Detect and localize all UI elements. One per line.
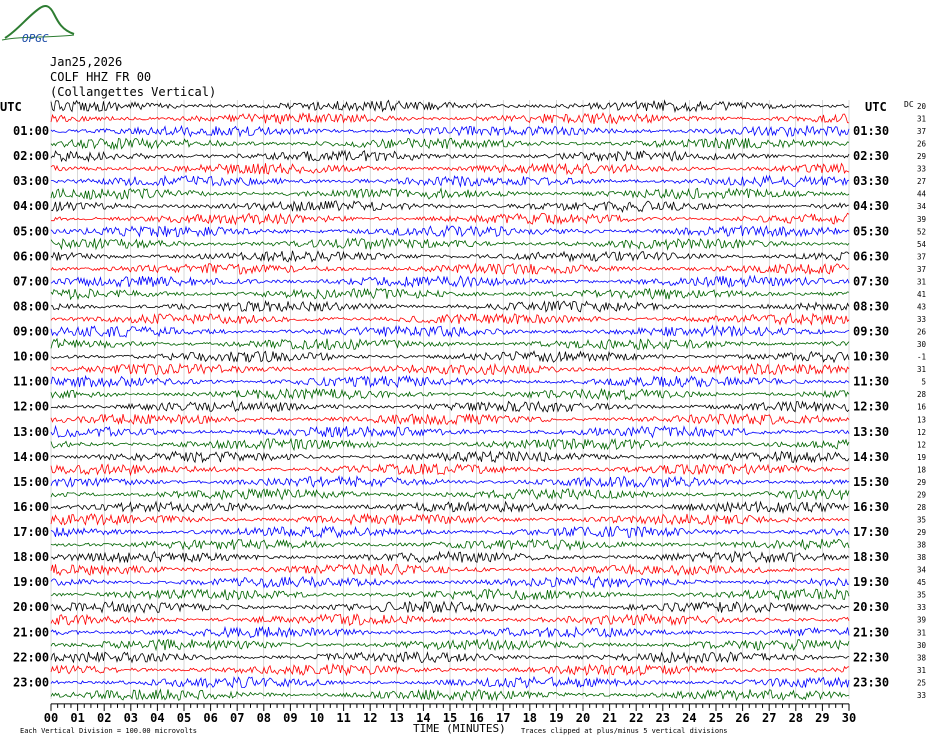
x-tick-label: 12 — [362, 710, 378, 725]
dc-offset-label: 37 — [916, 264, 926, 274]
dc-offset-label: 25 — [916, 678, 926, 688]
right-hour-label: 15:30 — [853, 474, 890, 489]
dc-offset-label: 45 — [916, 578, 926, 588]
left-hour-label: 11:00 — [13, 374, 50, 389]
dc-offset-label: 12 — [916, 440, 926, 450]
dc-offset-label: 52 — [916, 227, 926, 237]
x-axis-title: TIME (MINUTES) — [413, 722, 506, 735]
right-hour-label: 03:30 — [853, 174, 890, 189]
dc-offset-label: 20 — [916, 102, 926, 111]
x-tick-label: 23 — [655, 710, 671, 725]
dc-offset-label: 35 — [916, 515, 926, 525]
dc-offset-label: 38 — [916, 540, 926, 550]
right-hour-label: 13:30 — [853, 424, 890, 439]
x-tick-label: 07 — [229, 710, 245, 725]
left-hour-label: 04:00 — [13, 199, 50, 214]
left-hour-label: 15:00 — [13, 474, 50, 489]
dc-offset-label: 27 — [916, 177, 926, 187]
x-tick-label: 00 — [43, 710, 59, 725]
right-hour-label: 01:30 — [853, 124, 890, 139]
left-hour-label: 02:00 — [13, 149, 50, 164]
right-hour-label: 06:30 — [853, 249, 890, 264]
right-hour-label: 09:30 — [853, 324, 890, 339]
dc-offset-label: 29 — [916, 477, 926, 487]
x-tick-label: 20 — [575, 710, 591, 725]
x-tick-label: 16 — [469, 710, 484, 725]
x-tick-label: 08 — [256, 710, 272, 725]
left-hour-label: 07:00 — [13, 274, 50, 289]
right-hour-label: 11:30 — [853, 374, 890, 389]
right-hour-label: 18:30 — [853, 550, 890, 565]
x-tick-label: 05 — [176, 710, 192, 725]
right-hour-label: 04:30 — [853, 199, 890, 214]
dc-offset-label: 37 — [916, 127, 926, 137]
dc-offset-label: 18 — [916, 465, 926, 475]
header-site: (Collangettes Vertical) — [50, 85, 217, 99]
dc-offset-label: 43 — [916, 302, 926, 312]
left-hour-label: 21:00 — [13, 625, 50, 640]
dc-offset-label: -1 — [916, 352, 926, 362]
dc-offset-label: 54 — [916, 239, 926, 249]
dc-offset-label: 37 — [916, 252, 926, 262]
dc-offset-label: 38 — [916, 553, 926, 563]
right-hour-label: 16:30 — [853, 499, 890, 514]
left-hour-label: 08:00 — [13, 299, 50, 314]
left-hour-label: 09:00 — [13, 324, 50, 339]
dc-offset-label: 13 — [916, 415, 926, 425]
dc-offset-label: 34 — [916, 565, 926, 575]
dc-offset-label: 31 — [916, 665, 926, 675]
right-hour-label: 14:30 — [853, 449, 890, 464]
x-tick-label: 17 — [495, 710, 511, 725]
left-hour-label: 03:00 — [13, 174, 50, 189]
left-hour-label: 17:00 — [13, 525, 50, 540]
left-hour-label: 12:00 — [13, 399, 50, 414]
dc-offset-label: 33 — [916, 164, 926, 174]
left-hour-labels — [13, 124, 49, 689]
x-tick-label: 30 — [841, 710, 857, 725]
header-date: Jan25,2026 — [50, 55, 123, 69]
right-hour-label: 19:30 — [853, 575, 890, 590]
right-hour-label: 02:30 — [853, 149, 890, 164]
left-hour-label: 18:00 — [13, 550, 50, 565]
left-hour-label: 01:00 — [13, 124, 50, 139]
dc-title: DC — [904, 100, 914, 109]
dc-offset-label: 28 — [916, 502, 926, 512]
dc-offset-label: 29 — [916, 490, 926, 500]
x-tick-label: 21 — [602, 710, 617, 725]
dc-offset-label: 26 — [916, 139, 926, 149]
dc-offset-label: 41 — [916, 289, 926, 299]
dc-offset-label: 5 — [921, 377, 926, 387]
footer-clip-note: Traces clipped at plus/minus 5 vertical divisions — [521, 727, 728, 735]
x-tick-label: 24 — [682, 710, 697, 725]
left-hour-label: 06:00 — [13, 249, 50, 264]
x-tick-label: 10 — [309, 710, 325, 725]
right-hour-label: 12:30 — [853, 399, 890, 414]
dc-offset-label: 34 — [916, 202, 926, 212]
dc-offset-label: 33 — [916, 603, 926, 613]
right-hour-label: 05:30 — [853, 224, 890, 239]
dc-offset-label: 31 — [916, 365, 926, 375]
dc-offset-label: 38 — [916, 653, 926, 663]
dc-offset-label: 29 — [916, 152, 926, 162]
dc-offset-label: 29 — [916, 528, 926, 538]
logo-text: OPGC — [22, 32, 49, 45]
x-tick-label: 03 — [123, 710, 139, 725]
right-hour-label: 17:30 — [853, 525, 890, 540]
dc-offset-label: 39 — [916, 615, 926, 625]
header-station: COLF HHZ FR 00 — [50, 70, 152, 84]
dc-offset-label: 26 — [916, 327, 926, 337]
dc-offset-label: 28 — [916, 390, 926, 400]
left-hour-label: 13:00 — [13, 424, 50, 439]
dc-offset-label: 19 — [916, 452, 926, 462]
footer-scale-note: Each Vertical Division = 100.00 microvolts — [20, 727, 198, 735]
right-hour-label: 23:30 — [853, 675, 890, 690]
dc-offset-label: 31 — [916, 277, 926, 287]
right-hour-label: 10:30 — [853, 349, 890, 364]
right-hour-label: 07:30 — [853, 274, 890, 289]
dc-offset-label: 31 — [916, 628, 926, 638]
dc-offset-label: 30 — [916, 340, 926, 350]
x-tick-label: 13 — [389, 710, 405, 725]
x-tick-label: 02 — [96, 710, 112, 725]
left-hour-label: 05:00 — [13, 224, 50, 239]
x-tick-label: 11 — [336, 710, 351, 725]
x-tick-label: 14 — [416, 710, 431, 725]
x-tick-label: 06 — [203, 710, 218, 725]
dc-offset-label: 39 — [916, 214, 926, 224]
left-hour-label: 23:00 — [13, 675, 50, 690]
x-tick-label: 22 — [628, 710, 644, 725]
right-hour-label: 20:30 — [853, 600, 890, 615]
dc-offset-label: 35 — [916, 590, 926, 600]
left-utc-title: UTC — [0, 100, 22, 114]
right-hour-label: 08:30 — [853, 299, 890, 314]
dc-offset-label: 31 — [916, 114, 926, 124]
x-tick-label: 04 — [150, 710, 165, 725]
dc-offset-label: 16 — [916, 402, 926, 412]
left-hour-label: 20:00 — [13, 600, 50, 615]
right-hour-label: 21:30 — [853, 625, 890, 640]
dc-offset-label: 33 — [916, 315, 926, 325]
x-tick-label: 01 — [70, 710, 85, 725]
x-tick-label: 19 — [549, 710, 564, 725]
x-tick-label: 29 — [815, 710, 830, 725]
opgc-logo — [2, 6, 74, 45]
x-tick-label: 27 — [761, 710, 777, 725]
x-tick-label: 25 — [708, 710, 724, 725]
x-tick-label: 18 — [522, 710, 538, 725]
x-tick-label: 26 — [735, 710, 750, 725]
x-tick-label: 28 — [788, 710, 804, 725]
left-hour-label: 10:00 — [13, 349, 50, 364]
dc-offset-label: 12 — [916, 427, 926, 437]
left-hour-label: 16:00 — [13, 499, 50, 514]
x-tick-label: 15 — [442, 710, 458, 725]
dc-offset-labels — [917, 102, 927, 700]
right-hour-label: 22:30 — [853, 650, 890, 665]
dc-offset-label: 30 — [916, 640, 926, 650]
x-tick-label: 09 — [283, 710, 298, 725]
left-hour-label: 19:00 — [13, 575, 50, 590]
dc-offset-label: 44 — [916, 189, 926, 199]
dc-offset-label: 33 — [916, 690, 926, 700]
left-hour-label: 14:00 — [13, 449, 50, 464]
right-utc-title: UTC — [865, 100, 887, 114]
right-hour-labels — [853, 124, 889, 689]
left-hour-label: 22:00 — [13, 650, 50, 665]
